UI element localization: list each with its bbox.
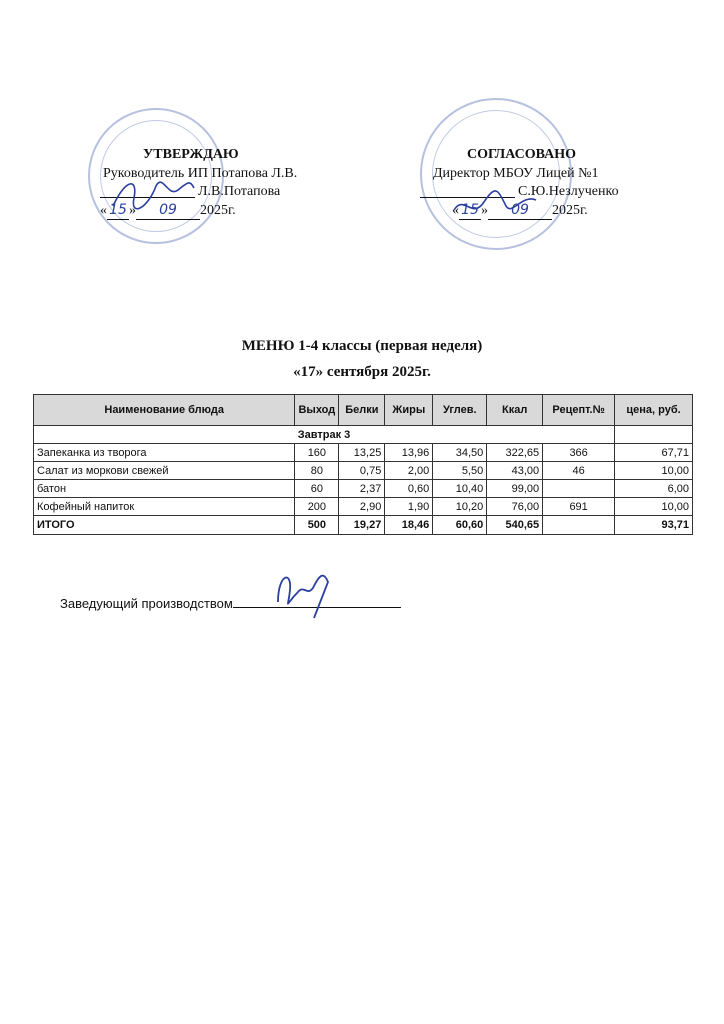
total-row (34, 516, 693, 535)
total-recipe (543, 516, 615, 535)
date-year: 2025г. (552, 203, 588, 218)
total-carbs: 60,60 (433, 516, 487, 535)
cell-fat: 13,96 (385, 444, 433, 462)
footer-signoff (60, 595, 401, 611)
approval-right-position: Директор МБОУ Лицей №1 (433, 166, 599, 181)
date-day: 15 (107, 201, 129, 220)
total-fat: 18,46 (385, 516, 433, 535)
date-open-quote: « (100, 203, 107, 218)
date-close-quote: » (481, 203, 488, 218)
cell-name: Кофейный напиток (34, 498, 295, 516)
cell-recipe: 691 (543, 498, 615, 516)
approval-right-heading: СОГЛАСОВАНО (467, 147, 576, 162)
cell-protein: 2,90 (339, 498, 385, 516)
date-day: 15 (459, 201, 481, 220)
cell-name: Запеканка из творога (34, 444, 295, 462)
cell-carbs: 10,40 (433, 480, 487, 498)
col-header-protein: Белки (339, 395, 385, 426)
section-row (34, 426, 693, 444)
cell-output: 200 (295, 498, 339, 516)
approval-left-name: Л.В.Потапова (198, 184, 281, 199)
menu-title: МЕНЮ 1-4 классы (первая неделя) (241, 338, 483, 354)
cell-price: 6,00 (615, 480, 693, 498)
cell-output: 60 (295, 480, 339, 498)
total-label: ИТОГО (34, 516, 295, 535)
col-header-output: Выход (295, 395, 339, 426)
table-row (34, 444, 693, 462)
cell-fat: 1,90 (385, 498, 433, 516)
cell-fat: 2,00 (385, 462, 433, 480)
cell-output: 80 (295, 462, 339, 480)
approval-right-name: С.Ю.Незлученко (518, 184, 619, 199)
col-header-fat: Жиры (385, 395, 433, 426)
date-open-quote: « (452, 203, 459, 218)
cell-carbs: 34,50 (433, 444, 487, 462)
section-label: Завтрак 3 (34, 426, 615, 444)
cell-recipe: 46 (543, 462, 615, 480)
col-header-price: цена, руб. (615, 395, 693, 426)
cell-kcal: 76,00 (487, 498, 543, 516)
cell-price: 67,71 (615, 444, 693, 462)
total-price: 93,71 (615, 516, 693, 535)
cell-protein: 13,25 (339, 444, 385, 462)
cell-fat: 0,60 (385, 480, 433, 498)
cell-output: 160 (295, 444, 339, 462)
date-close-quote: » (129, 203, 136, 218)
cell-kcal: 99,00 (487, 480, 543, 498)
col-header-carbs: Углев. (433, 395, 487, 426)
cell-kcal: 322,65 (487, 444, 543, 462)
cell-price: 10,00 (615, 462, 693, 480)
table-header-row (34, 395, 693, 426)
cell-recipe (543, 480, 615, 498)
cell-recipe: 366 (543, 444, 615, 462)
cell-name: батон (34, 480, 295, 498)
total-protein: 19,27 (339, 516, 385, 535)
cell-price: 10,00 (615, 498, 693, 516)
col-header-kcal: Ккал (487, 395, 543, 426)
cell-carbs: 10,20 (433, 498, 487, 516)
approval-left-heading: УТВЕРЖДАЮ (143, 147, 239, 162)
col-header-recipe: Рецепт.№ (543, 395, 615, 426)
cell-kcal: 43,00 (487, 462, 543, 480)
approval-left-position: Руководитель ИП Потапова Л.В. (103, 166, 298, 181)
menu-table (33, 394, 693, 535)
right-signature (450, 180, 540, 230)
left-signature (108, 168, 198, 218)
menu-date: «17» сентября 2025г. (293, 364, 431, 380)
cell-carbs: 5,50 (433, 462, 487, 480)
cell-protein: 0,75 (339, 462, 385, 480)
footer-label: Заведующий производством (60, 596, 233, 611)
section-empty-cell (615, 426, 693, 444)
table-row (34, 480, 693, 498)
col-header-name: Наименование блюда (34, 395, 295, 426)
cell-name: Салат из моркови свежей (34, 462, 295, 480)
date-month: 09 (136, 201, 200, 220)
table-row (34, 498, 693, 516)
table-row (34, 462, 693, 480)
cell-protein: 2,37 (339, 480, 385, 498)
production-manager-signature (268, 562, 338, 622)
total-kcal: 540,65 (487, 516, 543, 535)
date-year: 2025г. (200, 203, 236, 218)
total-output: 500 (295, 516, 339, 535)
date-month: 09 (488, 201, 552, 220)
